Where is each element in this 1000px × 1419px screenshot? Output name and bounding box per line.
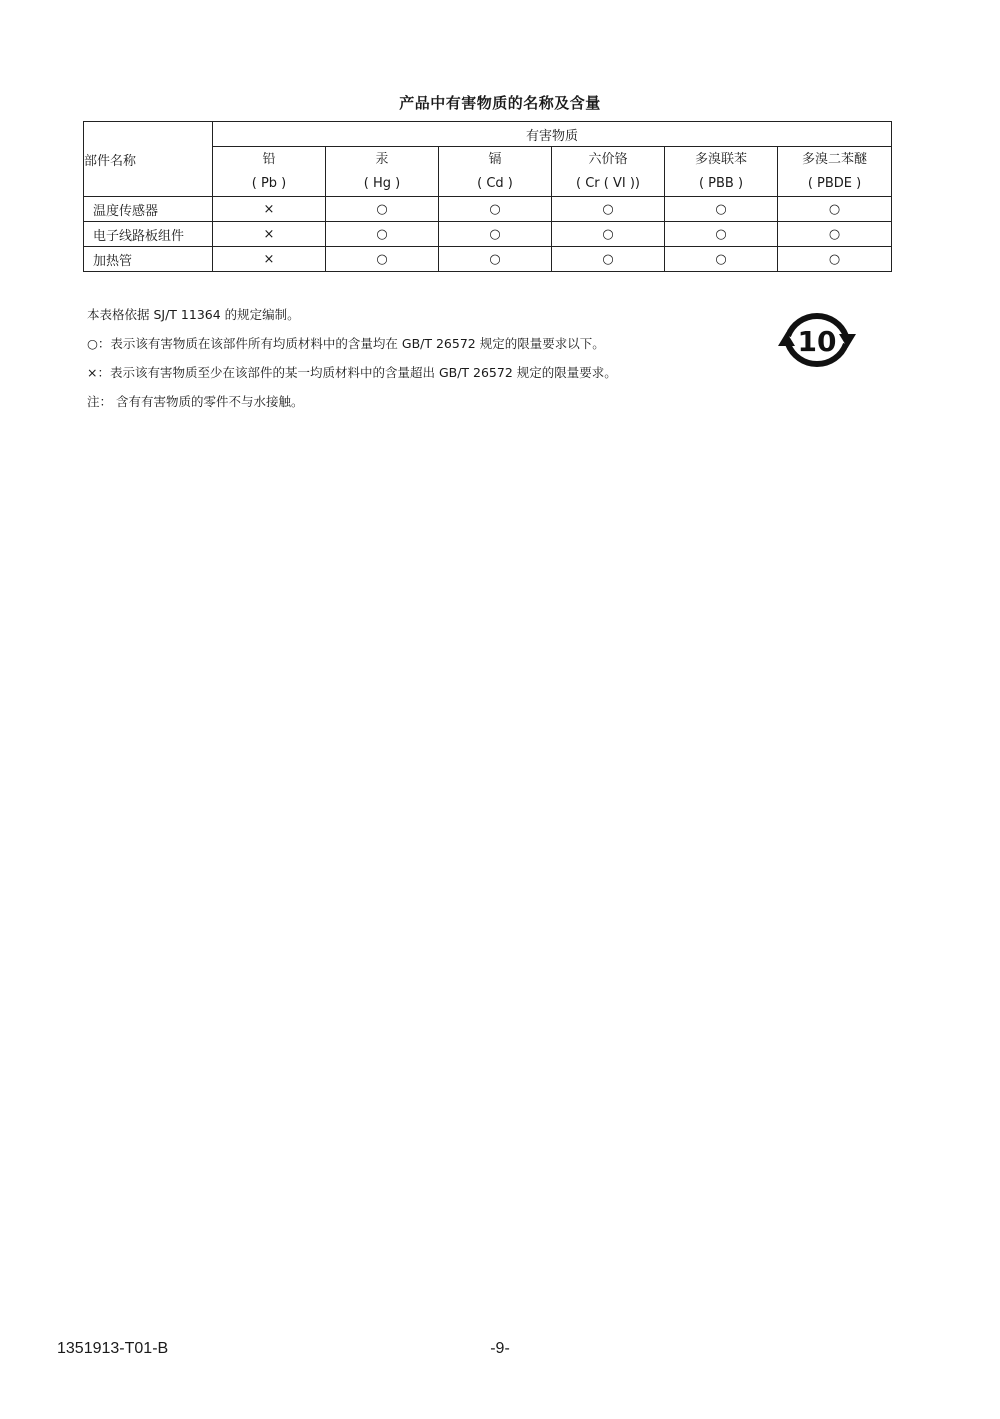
part-name-cell: 加热管 [84, 247, 213, 272]
table-cell: ○ [439, 247, 552, 272]
part-name-header: 部件名称 [84, 122, 213, 197]
table-row [84, 197, 892, 222]
substance-symbol: ( PBDE ) [807, 175, 862, 191]
table-cell: ○ [552, 197, 665, 222]
substance-name: 汞 [375, 151, 389, 167]
substance-symbol: ( PBB ) [698, 175, 744, 191]
note-water-contact: 注： 含有有害物质的零件不与水接触。 [87, 394, 304, 409]
note-circle-legend: ○：表示该有害物质在该部件所有均质材料中的含量均在 GB/T 26572 规定的限量要求以下。 [87, 336, 605, 351]
table-cell: ○ [778, 247, 892, 272]
substance-header-pbb [665, 147, 778, 197]
substance-name: 多溴联苯 [694, 151, 747, 167]
substance-symbol: ( Pb ) [251, 175, 287, 191]
table-cell: ○ [326, 247, 439, 272]
table-cell: ○ [552, 222, 665, 247]
substance-name: 多溴二苯醚 [802, 151, 868, 167]
substance-header-pbde [778, 147, 892, 197]
notes-section [87, 300, 617, 416]
table-cell: ○ [665, 247, 778, 272]
epup-number: 10 [797, 325, 837, 358]
table-cell: ○ [439, 197, 552, 222]
table-cell: ○ [326, 222, 439, 247]
substance-symbol: ( Hg ) [363, 175, 401, 191]
substance-name: 六价铬 [588, 151, 628, 167]
substance-symbol: ( Cd ) [477, 175, 513, 191]
table-cell: ○ [778, 222, 892, 247]
table-cell: ○ [326, 197, 439, 222]
table-cell: ○ [778, 197, 892, 222]
substance-header-cd [439, 147, 552, 197]
substance-name: 镉 [488, 151, 502, 167]
substance-symbol: ( Cr ( VI )) [576, 175, 640, 191]
environmental-protection-use-period-icon [772, 300, 862, 380]
table-cell: ○ [439, 222, 552, 247]
part-name-cell: 温度传感器 [84, 197, 213, 222]
table-cell: × [213, 197, 326, 222]
hazardous-substance-group-header: 有害物质 [213, 122, 892, 147]
note-cross-legend: ×：表示该有害物质至少在该部件的某一均质材料中的含量超出 GB/T 26572 规定的限量要求。 [87, 365, 617, 380]
table-cell: ○ [552, 247, 665, 272]
substance-header-pb [213, 147, 326, 197]
table-cell: × [213, 222, 326, 247]
page-number: -9- [490, 1340, 510, 1357]
substance-header-cr6 [552, 147, 665, 197]
substance-name: 铅 [262, 151, 276, 167]
note-standard: 本表格依据 SJ/T 11364 的规定编制。 [87, 307, 300, 322]
table-cell: ○ [665, 197, 778, 222]
table-cell: ○ [665, 222, 778, 247]
hazardous-substances-table [83, 121, 892, 272]
table-row [84, 222, 892, 247]
document-title: 产品中有害物质的名称及含量 [399, 94, 601, 112]
table-cell: × [213, 247, 326, 272]
document-code: 1351913-T01-B [57, 1340, 169, 1357]
substance-header-hg [326, 147, 439, 197]
table-row [84, 247, 892, 272]
part-name-cell: 电子线路板组件 [84, 222, 213, 247]
